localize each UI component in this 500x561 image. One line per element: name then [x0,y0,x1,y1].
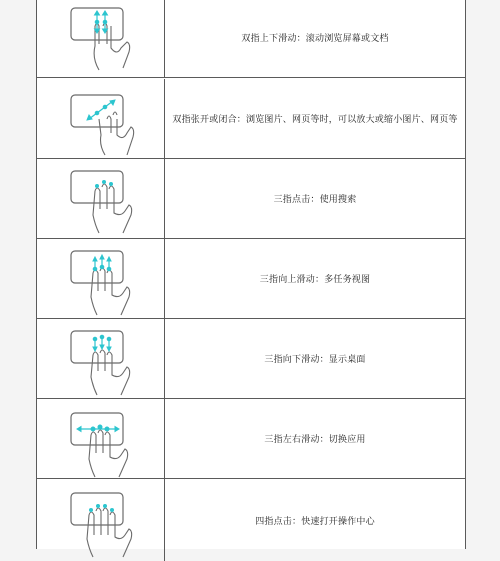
gesture-description: 三指向上滑动：多任务视图 [259,275,371,285]
gesture-description: 三指向下滑动：显示桌面 [264,355,366,365]
gesture-illustration-cell [37,79,165,158]
three-finger-tap-icon [37,159,165,239]
gesture-description: 三指左右滑动：切换应用 [264,435,366,445]
gesture-illustration-cell [37,159,165,238]
gesture-illustration-cell [37,319,165,398]
gesture-description: 三指点击：使用搜索 [273,195,357,205]
table-row [37,0,465,78]
three-finger-swipe-horizontal-icon [37,399,165,479]
gesture-illustration-cell [37,399,165,478]
gesture-illustration-cell [37,0,165,77]
gesture-illustration-cell [37,239,165,318]
three-finger-swipe-down-icon [37,319,165,399]
gesture-description: 双指上下滑动：滚动浏览屏幕或文档 [241,34,389,44]
four-finger-tap-icon [37,479,165,559]
gesture-table [36,0,466,549]
table-row [37,159,465,239]
three-finger-swipe-up-icon [37,239,165,319]
table-row [37,239,465,319]
table-row [37,79,465,159]
two-finger-pinch-icon [37,79,165,159]
table-row [37,399,465,479]
table-row [37,319,465,399]
gesture-description: 四指点击：快速打开操作中心 [255,516,375,527]
two-finger-vertical-scroll-icon [37,0,165,78]
gesture-description: 双指张开或闭合：浏览图片、网页等时，可以放大或缩小图片、网页等 [172,115,458,125]
